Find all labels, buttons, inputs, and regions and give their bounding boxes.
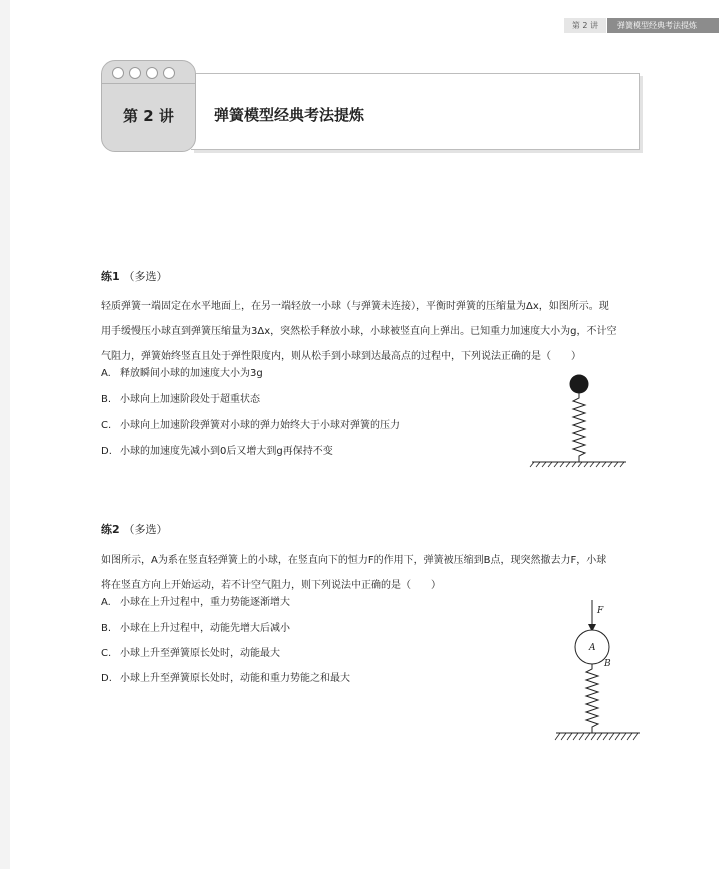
page-left-edge bbox=[0, 0, 10, 869]
exercise-1-number: 练1 bbox=[101, 270, 120, 283]
exercise-2-option-d[interactable] bbox=[101, 672, 350, 686]
exercise-2-stem bbox=[101, 548, 661, 598]
option-letter: B. bbox=[101, 394, 112, 405]
force-label: F bbox=[597, 606, 604, 616]
exercise-2-option-a[interactable] bbox=[101, 596, 290, 610]
exercise-1-option-a[interactable] bbox=[101, 367, 263, 381]
exercise-1-figure bbox=[528, 370, 632, 470]
exercise-2-figure bbox=[552, 596, 646, 746]
exercise-1-option-b[interactable] bbox=[101, 393, 260, 407]
option-text: 小球在上升过程中，动能先增大后减小 bbox=[120, 623, 290, 634]
option-text: 小球上升至弹簧原长处时，动能和重力势能之和最大 bbox=[120, 673, 350, 684]
ground-hatching bbox=[555, 733, 638, 740]
exercise-1-option-c[interactable] bbox=[101, 419, 400, 433]
option-text: 小球在上升过程中，重力势能逐渐增大 bbox=[120, 597, 290, 608]
running-header bbox=[564, 18, 719, 33]
point-b-label: B bbox=[604, 659, 611, 669]
stem-line: 将在竖直方向上开始运动，若不计空气阻力，则下列说法中正确的是（ ） bbox=[101, 580, 441, 591]
exercise-2-option-c[interactable] bbox=[101, 647, 280, 661]
ball bbox=[570, 375, 589, 394]
stem-line: 轻质弹簧一端固定在水平地面上，在另一端轻放一小球（与弹簧未连接），平衡时弹簧的压缩量为Δx，如图所示。现 bbox=[101, 301, 609, 312]
lecture-title: 弹簧模型经典考法提炼 bbox=[214, 106, 365, 124]
banner-dot bbox=[163, 67, 175, 79]
option-text: 小球向上加速阶段处于超重状态 bbox=[120, 394, 260, 405]
stem-line: 如图所示，A为系在竖直轻弹簧上的小球，在竖直向下的恒力F的作用下，弹簧被压缩到B点，现突然撤去力F，小球 bbox=[101, 555, 607, 566]
ground-hatching bbox=[530, 462, 624, 467]
chapter-banner-tab bbox=[101, 60, 196, 152]
banner-dot bbox=[112, 67, 124, 79]
exercise-1-title bbox=[101, 268, 168, 284]
option-text: 小球上升至弹簧原长处时，动能最大 bbox=[120, 648, 280, 659]
option-letter: A. bbox=[101, 368, 111, 379]
spring bbox=[586, 664, 598, 733]
option-text: 释放瞬间小球的加速度大小为3g bbox=[120, 368, 263, 379]
banner-dots bbox=[112, 67, 175, 79]
banner-tab-divider bbox=[102, 83, 195, 84]
banner-dot bbox=[146, 67, 158, 79]
option-letter: C. bbox=[101, 648, 112, 659]
exercise-2-option-b[interactable] bbox=[101, 622, 290, 636]
option-letter: C. bbox=[101, 420, 112, 431]
stem-line: 用手缓慢压小球直到弹簧压缩量为3Δx，突然松手释放小球，小球被竖直向上弹出。已知重力加速度大小为g，不计空 bbox=[101, 326, 617, 337]
exercise-1-stem bbox=[101, 294, 661, 369]
option-letter: B. bbox=[101, 623, 112, 634]
exercise-2-number: 练2 bbox=[101, 523, 120, 536]
exercise-1-option-d[interactable] bbox=[101, 445, 333, 459]
running-header-lecture: 第 2 讲 bbox=[564, 18, 607, 33]
ball-label: A bbox=[589, 643, 596, 653]
banner-dot bbox=[129, 67, 141, 79]
option-text: 小球的加速度先减小到0后又增大到g再保持不变 bbox=[120, 446, 333, 457]
running-header-title: 弹簧模型经典考法提炼 bbox=[607, 18, 719, 33]
lecture-label: 第 2 讲 bbox=[123, 107, 174, 125]
option-letter: D. bbox=[101, 673, 112, 684]
option-text: 小球向上加速阶段弹簧对小球的弹力始终大于小球对弹簧的压力 bbox=[120, 420, 400, 431]
option-letter: D. bbox=[101, 446, 112, 457]
stem-line: 气阻力，弹簧始终竖直且处于弹性限度内，则从松手到小球到达最高点的过程中，下列说法正确的是（ ） bbox=[101, 351, 581, 362]
spring bbox=[573, 393, 585, 462]
exercise-1-tag: （多选） bbox=[123, 270, 168, 283]
option-letter: A. bbox=[101, 597, 111, 608]
exercise-2-title bbox=[101, 521, 168, 537]
exercise-2-tag: （多选） bbox=[123, 523, 168, 536]
